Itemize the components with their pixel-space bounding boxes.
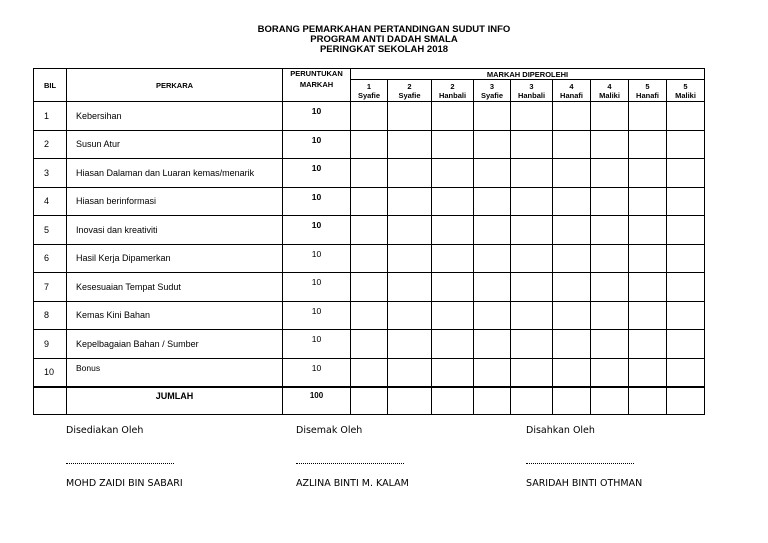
score-cell[interactable]	[388, 187, 432, 216]
score-cell[interactable]	[474, 187, 511, 216]
row-perkara: Kesesuaian Tempat Sudut	[67, 273, 283, 302]
score-cell[interactable]	[388, 273, 432, 302]
score-cell[interactable]	[432, 301, 474, 330]
row-bil: 6	[34, 244, 67, 273]
judge-name: Syafie	[357, 90, 381, 100]
score-cell[interactable]	[474, 159, 511, 188]
approved-by-label: Disahkan Oleh	[526, 425, 595, 436]
jumlah-label: JUMLAH	[67, 387, 283, 415]
judge-number: 4	[569, 81, 574, 91]
score-cell[interactable]	[474, 330, 511, 359]
table-row	[34, 130, 705, 159]
row-peruntukan: 10	[283, 187, 351, 216]
judge-name: Maliki	[599, 90, 620, 100]
row-perkara: Hiasan Dalaman dan Luaran kemas/menarik	[67, 159, 283, 188]
score-cell[interactable]	[553, 216, 591, 245]
jumlah-score-cell[interactable]	[432, 387, 474, 415]
score-cell[interactable]	[511, 102, 553, 131]
score-cell[interactable]	[629, 159, 667, 188]
jumlah-score-cell[interactable]	[474, 387, 511, 415]
jumlah-score-cell[interactable]	[553, 387, 591, 415]
judge-header	[351, 80, 388, 102]
header-peruntukan	[283, 69, 351, 102]
score-cell[interactable]	[351, 358, 388, 387]
table-row	[34, 216, 705, 245]
row-bil: 1	[34, 102, 67, 131]
score-cell[interactable]	[511, 130, 553, 159]
score-cell[interactable]	[351, 273, 388, 302]
score-cell[interactable]	[667, 159, 705, 188]
score-cell[interactable]	[388, 301, 432, 330]
judge-header	[432, 80, 474, 102]
jumlah-row	[34, 387, 705, 415]
score-cell[interactable]	[474, 301, 511, 330]
score-cell[interactable]	[388, 159, 432, 188]
score-cell[interactable]	[432, 244, 474, 273]
row-peruntukan: 10	[283, 330, 351, 359]
prepared-by-label: Disediakan Oleh	[66, 425, 144, 436]
score-cell[interactable]	[432, 273, 474, 302]
score-cell[interactable]	[667, 330, 705, 359]
jumlah-score-cell[interactable]	[388, 387, 432, 415]
program-title: PROGRAM ANTI DADAH SMALA	[310, 34, 458, 45]
header-bil: BIL	[34, 69, 67, 102]
header-peruntukan-line1: PERUNTUKAN	[290, 69, 343, 78]
row-perkara: Hiasan berinformasi	[67, 187, 283, 216]
table-row	[34, 330, 705, 359]
score-cell[interactable]	[351, 216, 388, 245]
score-cell[interactable]	[667, 244, 705, 273]
score-cell[interactable]	[432, 159, 474, 188]
score-cell[interactable]	[553, 358, 591, 387]
row-peruntukan: 10	[283, 358, 351, 387]
score-cell[interactable]	[591, 301, 629, 330]
score-cell[interactable]	[591, 130, 629, 159]
score-cell[interactable]	[591, 102, 629, 131]
prepared-by-name: MOHD ZAIDI BIN SABARI	[66, 478, 183, 489]
row-bil: 9	[34, 330, 67, 359]
table-row	[34, 358, 705, 387]
score-cell[interactable]	[474, 273, 511, 302]
score-cell[interactable]	[511, 216, 553, 245]
judge-name: Hanbali	[517, 90, 546, 100]
score-cell[interactable]	[667, 273, 705, 302]
score-cell[interactable]	[667, 130, 705, 159]
judge-header	[474, 80, 511, 102]
prepared-by-signature-line	[66, 463, 174, 464]
row-peruntukan: 10	[283, 130, 351, 159]
score-cell[interactable]	[388, 244, 432, 273]
row-peruntukan: 10	[283, 102, 351, 131]
score-cell[interactable]	[553, 330, 591, 359]
row-peruntukan: 10	[283, 159, 351, 188]
score-cell[interactable]	[351, 159, 388, 188]
score-cell[interactable]	[474, 102, 511, 131]
score-cell[interactable]	[474, 358, 511, 387]
score-cell[interactable]	[351, 301, 388, 330]
row-bil: 5	[34, 216, 67, 245]
judge-header	[553, 80, 591, 102]
score-cell[interactable]	[553, 273, 591, 302]
score-cell[interactable]	[553, 244, 591, 273]
judge-header	[388, 80, 432, 102]
score-cell[interactable]	[388, 330, 432, 359]
row-bil: 4	[34, 187, 67, 216]
score-cell[interactable]	[432, 358, 474, 387]
judge-header	[591, 80, 629, 102]
row-perkara: Bonus	[67, 358, 283, 387]
score-cell[interactable]	[629, 301, 667, 330]
judge-number: 5	[683, 81, 688, 91]
judge-name: Syafie	[398, 90, 421, 100]
header-peruntukan-line2: MARKAH	[299, 80, 334, 89]
row-perkara: Kebersihan	[67, 102, 283, 131]
judge-number: 4	[607, 81, 612, 91]
score-cell[interactable]	[553, 159, 591, 188]
score-cell[interactable]	[553, 301, 591, 330]
score-cell[interactable]	[432, 187, 474, 216]
judge-number: 1	[366, 81, 372, 91]
jumlah-score-cell[interactable]	[591, 387, 629, 415]
row-perkara: Kemas Kini Bahan	[67, 301, 283, 330]
score-cell[interactable]	[388, 358, 432, 387]
row-perkara: Inovasi dan kreativiti	[67, 216, 283, 245]
judge-name: Hanbali	[438, 90, 467, 100]
row-bil: 3	[34, 159, 67, 188]
judge-name: Maliki	[675, 90, 696, 100]
score-cell[interactable]	[591, 159, 629, 188]
table-row	[34, 244, 705, 273]
score-cell[interactable]	[667, 102, 705, 131]
judge-number: 3	[529, 81, 534, 91]
score-cell[interactable]	[667, 187, 705, 216]
judge-name: Syafie	[480, 90, 504, 100]
judge-number: 2	[450, 81, 455, 91]
row-perkara: Kepelbagaian Bahan / Sumber	[67, 330, 283, 359]
score-cell[interactable]	[591, 330, 629, 359]
score-cell[interactable]	[432, 102, 474, 131]
level-title: PERINGKAT SEKOLAH 2018	[319, 44, 449, 55]
judge-header	[511, 80, 553, 102]
row-bil: 2	[34, 130, 67, 159]
score-cell[interactable]	[474, 130, 511, 159]
row-bil: 8	[34, 301, 67, 330]
judge-header	[667, 80, 705, 102]
score-cell[interactable]	[629, 102, 667, 131]
score-cell[interactable]	[591, 273, 629, 302]
judge-number: 2	[407, 81, 412, 91]
score-cell[interactable]	[432, 216, 474, 245]
header-markah-diperolehi: MARKAH DIPEROLEHI	[351, 69, 705, 80]
table-row	[34, 102, 705, 131]
score-cell[interactable]	[388, 130, 432, 159]
score-cell[interactable]	[388, 216, 432, 245]
score-cell[interactable]	[511, 244, 553, 273]
approved-by-signature-line	[526, 463, 634, 464]
score-cell[interactable]	[553, 187, 591, 216]
score-cell[interactable]	[351, 130, 388, 159]
score-cell[interactable]	[553, 130, 591, 159]
score-cell[interactable]	[432, 130, 474, 159]
header-perkara: PERKARA	[67, 69, 283, 102]
judge-header	[629, 80, 667, 102]
score-cell[interactable]	[511, 187, 553, 216]
score-cell[interactable]	[667, 216, 705, 245]
score-cell[interactable]	[351, 102, 388, 131]
score-cell[interactable]	[351, 244, 388, 273]
scoring-table	[33, 68, 705, 415]
table-row	[34, 301, 705, 330]
score-cell[interactable]	[591, 216, 629, 245]
score-cell[interactable]	[667, 301, 705, 330]
row-bil: 10	[34, 358, 67, 387]
row-perkara: Hasil Kerja Dipamerkan	[67, 244, 283, 273]
score-cell[interactable]	[511, 358, 553, 387]
table-row	[34, 187, 705, 216]
score-cell[interactable]	[629, 330, 667, 359]
score-cell[interactable]	[474, 244, 511, 273]
jumlah-value: 100	[283, 387, 351, 415]
jumlah-score-cell[interactable]	[351, 387, 388, 415]
score-cell[interactable]	[511, 159, 553, 188]
judge-number: 5	[645, 81, 650, 91]
jumlah-score-cell[interactable]	[511, 387, 553, 415]
score-cell[interactable]	[591, 244, 629, 273]
score-cell[interactable]	[629, 273, 667, 302]
jumlah-bil-cell	[34, 387, 67, 415]
judge-number: 3	[489, 81, 495, 91]
approved-by-name: SARIDAH BINTI OTHMAN	[526, 478, 643, 489]
form-title: BORANG PEMARKAHAN PERTANDINGAN SUDUT INFO	[257, 24, 511, 35]
jumlah-score-cell[interactable]	[667, 387, 705, 415]
row-peruntukan: 10	[283, 244, 351, 273]
row-peruntukan: 10	[283, 216, 351, 245]
score-cell[interactable]	[629, 244, 667, 273]
row-bil: 7	[34, 273, 67, 302]
score-cell[interactable]	[511, 273, 553, 302]
score-cell[interactable]	[629, 216, 667, 245]
score-cell[interactable]	[667, 358, 705, 387]
jumlah-score-cell[interactable]	[629, 387, 667, 415]
score-cell[interactable]	[591, 187, 629, 216]
score-cell[interactable]	[511, 301, 553, 330]
row-peruntukan: 10	[283, 301, 351, 330]
judge-name: Hanafi	[560, 90, 583, 100]
score-cell[interactable]	[591, 358, 629, 387]
score-cell[interactable]	[351, 330, 388, 359]
row-peruntukan: 10	[283, 273, 351, 302]
table-row	[34, 273, 705, 302]
checked-by-label: Disemak Oleh	[296, 425, 363, 436]
judge-name: Hanafi	[636, 90, 659, 100]
score-cell[interactable]	[388, 102, 432, 131]
checked-by-name: AZLINA BINTI M. KALAM	[296, 478, 409, 489]
checked-by-signature-line	[296, 463, 404, 464]
score-cell[interactable]	[629, 187, 667, 216]
score-cell[interactable]	[432, 330, 474, 359]
score-cell[interactable]	[553, 102, 591, 131]
table-row	[34, 159, 705, 188]
score-cell[interactable]	[511, 330, 553, 359]
score-cell[interactable]	[351, 187, 388, 216]
row-perkara: Susun Atur	[67, 130, 283, 159]
score-cell[interactable]	[474, 216, 511, 245]
score-cell[interactable]	[629, 358, 667, 387]
score-cell[interactable]	[629, 130, 667, 159]
